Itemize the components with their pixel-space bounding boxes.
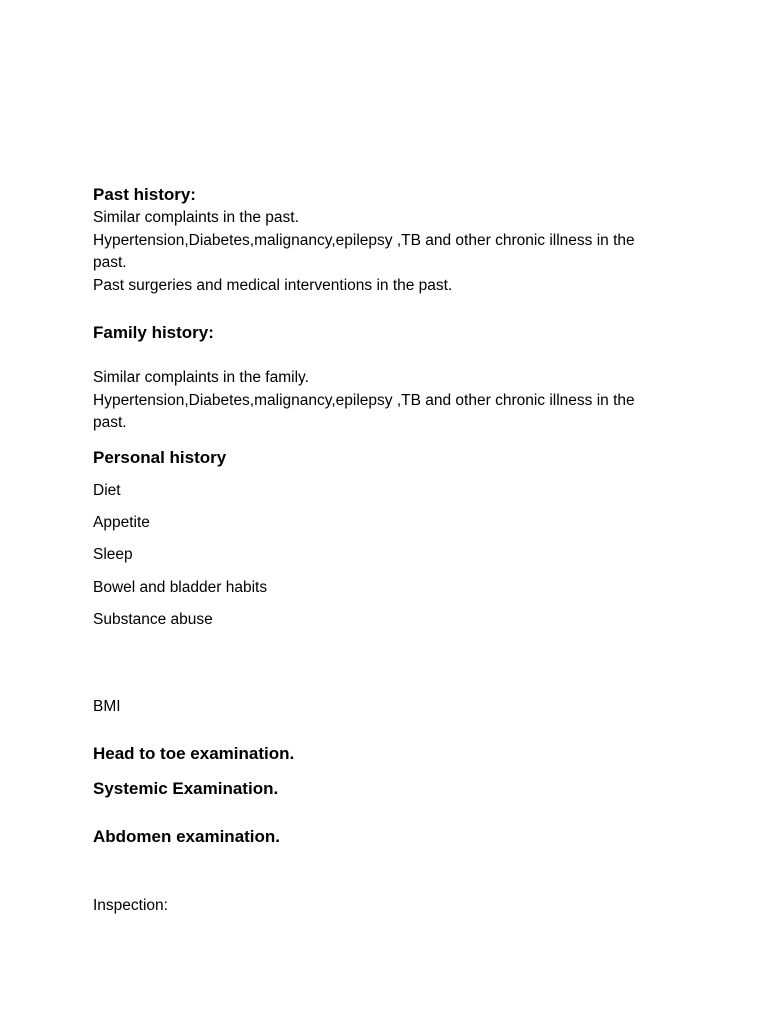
past-history-line: Past surgeries and medical interventions in the past. [93, 277, 453, 294]
systemic-examination-heading: Systemic Examination. [93, 779, 279, 798]
family-history-line: Hypertension,Diabetes,malignancy,epilepsy ,TB and other chronic illness in the [93, 392, 635, 409]
past-history-line: Hypertension,Diabetes,malignancy,epilepsy ,TB and other chronic illness in the [93, 232, 635, 249]
past-history-line: past. [93, 254, 127, 271]
past-history-heading: Past history: [93, 185, 196, 204]
personal-history-item: Appetite [93, 514, 150, 531]
personal-history-heading: Personal history [93, 448, 227, 467]
family-history-line: Similar complaints in the family. [93, 369, 309, 386]
personal-history-item: Substance abuse [93, 611, 213, 628]
family-history-heading: Family history: [93, 323, 214, 342]
bmi-label: BMI [93, 698, 121, 715]
personal-history-item: Diet [93, 482, 121, 499]
head-to-toe-heading: Head to toe examination. [93, 744, 295, 763]
past-history-line: Similar complaints in the past. [93, 209, 299, 226]
personal-history-item: Sleep [93, 546, 133, 563]
personal-history-item: Bowel and bladder habits [93, 579, 268, 596]
family-history-line: past. [93, 414, 127, 431]
inspection-label: Inspection: [93, 897, 168, 914]
abdomen-examination-heading: Abdomen examination. [93, 827, 281, 846]
